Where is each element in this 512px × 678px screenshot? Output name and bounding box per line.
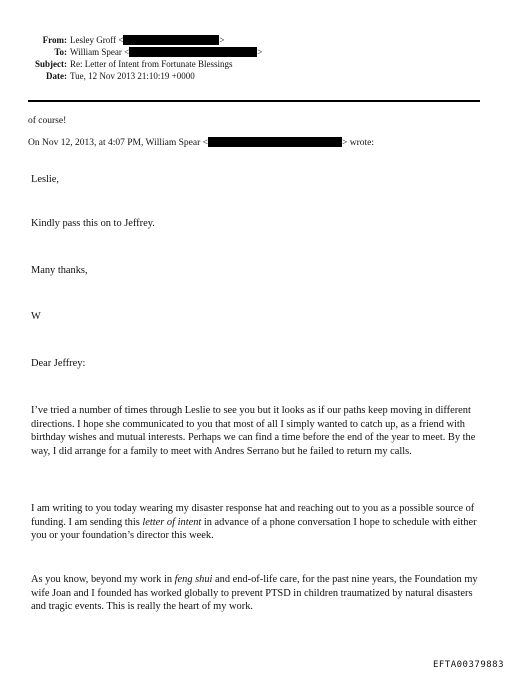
from-value [70, 34, 224, 46]
paragraph-2-start: I am writing to you today wearing my disaster response hat and reaching out to you as a possible source of funding. I am sending this [31, 503, 475, 528]
to-value [70, 46, 262, 58]
to-tail: > [257, 47, 263, 57]
signature-initial: W [31, 311, 41, 322]
paragraph-3 [31, 573, 483, 614]
document-id: EFTA00379883 [432, 660, 504, 670]
paragraph-2-emphasis: letter of intent [142, 516, 202, 528]
thanks-line: Many thanks, [31, 265, 88, 276]
reply-text: of course! [28, 116, 67, 126]
paragraph-1: I’ve tried a number of times through Leslie to see you but it looks as if our paths keep moving in different directions. I hope she communicated to you that most of all I simply wanted to catch up, as a friend with birthday wishes and mutual interests. Perhaps we can find a time before the end of the year to meet. By the way, I did arrange for a family to meet with Andres Serrano but he failed to return my calls. [31, 405, 476, 457]
date-label: Date: [46, 71, 67, 81]
quote-intro-text: On Nov 12, 2013, at 4:07 PM, William Spear < [28, 138, 209, 148]
paragraph-3-start: As you know, beyond my work in [31, 574, 175, 585]
to-name: William Spear < [70, 47, 130, 57]
date-value: Tue, 12 Nov 2013 21:10:19 +0000 [70, 71, 195, 81]
subject-label: Subject: [35, 59, 67, 69]
paragraph-3-emphasis: feng shui [174, 574, 213, 585]
greeting-leslie: Leslie, [31, 174, 59, 185]
from-name: Lesley Groff < [70, 35, 124, 45]
redaction-bar [123, 35, 219, 45]
from-tail: > [219, 35, 225, 45]
date-row [0, 70, 260, 82]
pass-on-line: Kindly pass this on to Jeffrey. [31, 218, 155, 229]
greeting-jeffrey: Dear Jeffrey: [31, 358, 86, 369]
to-label: To: [54, 47, 67, 57]
quote-intro [28, 137, 374, 150]
redaction-bar [208, 137, 342, 147]
from-row [0, 34, 260, 46]
header-divider [28, 100, 480, 102]
to-row [0, 46, 263, 58]
paragraph-2-end: in advance of a phone conversation I hope to schedule with either you or your foundation’s director this week. [31, 516, 477, 541]
quote-wrote: > wrote: [342, 138, 375, 148]
email-header [0, 34, 263, 82]
paragraph-3-end: and end-of-life care, for the past nine years, the Foundation my wife Joan and I founded has worked globally to prevent PTSD in children traumatized by natural disasters and tragic events. This is really the heart of my work. [31, 574, 478, 612]
from-label: From: [42, 35, 67, 45]
subject-row [0, 58, 260, 70]
paragraph-2 [31, 502, 483, 543]
redaction-bar [129, 47, 257, 57]
subject-value: Re: Letter of Intent from Fortunate Blessings [70, 59, 233, 69]
